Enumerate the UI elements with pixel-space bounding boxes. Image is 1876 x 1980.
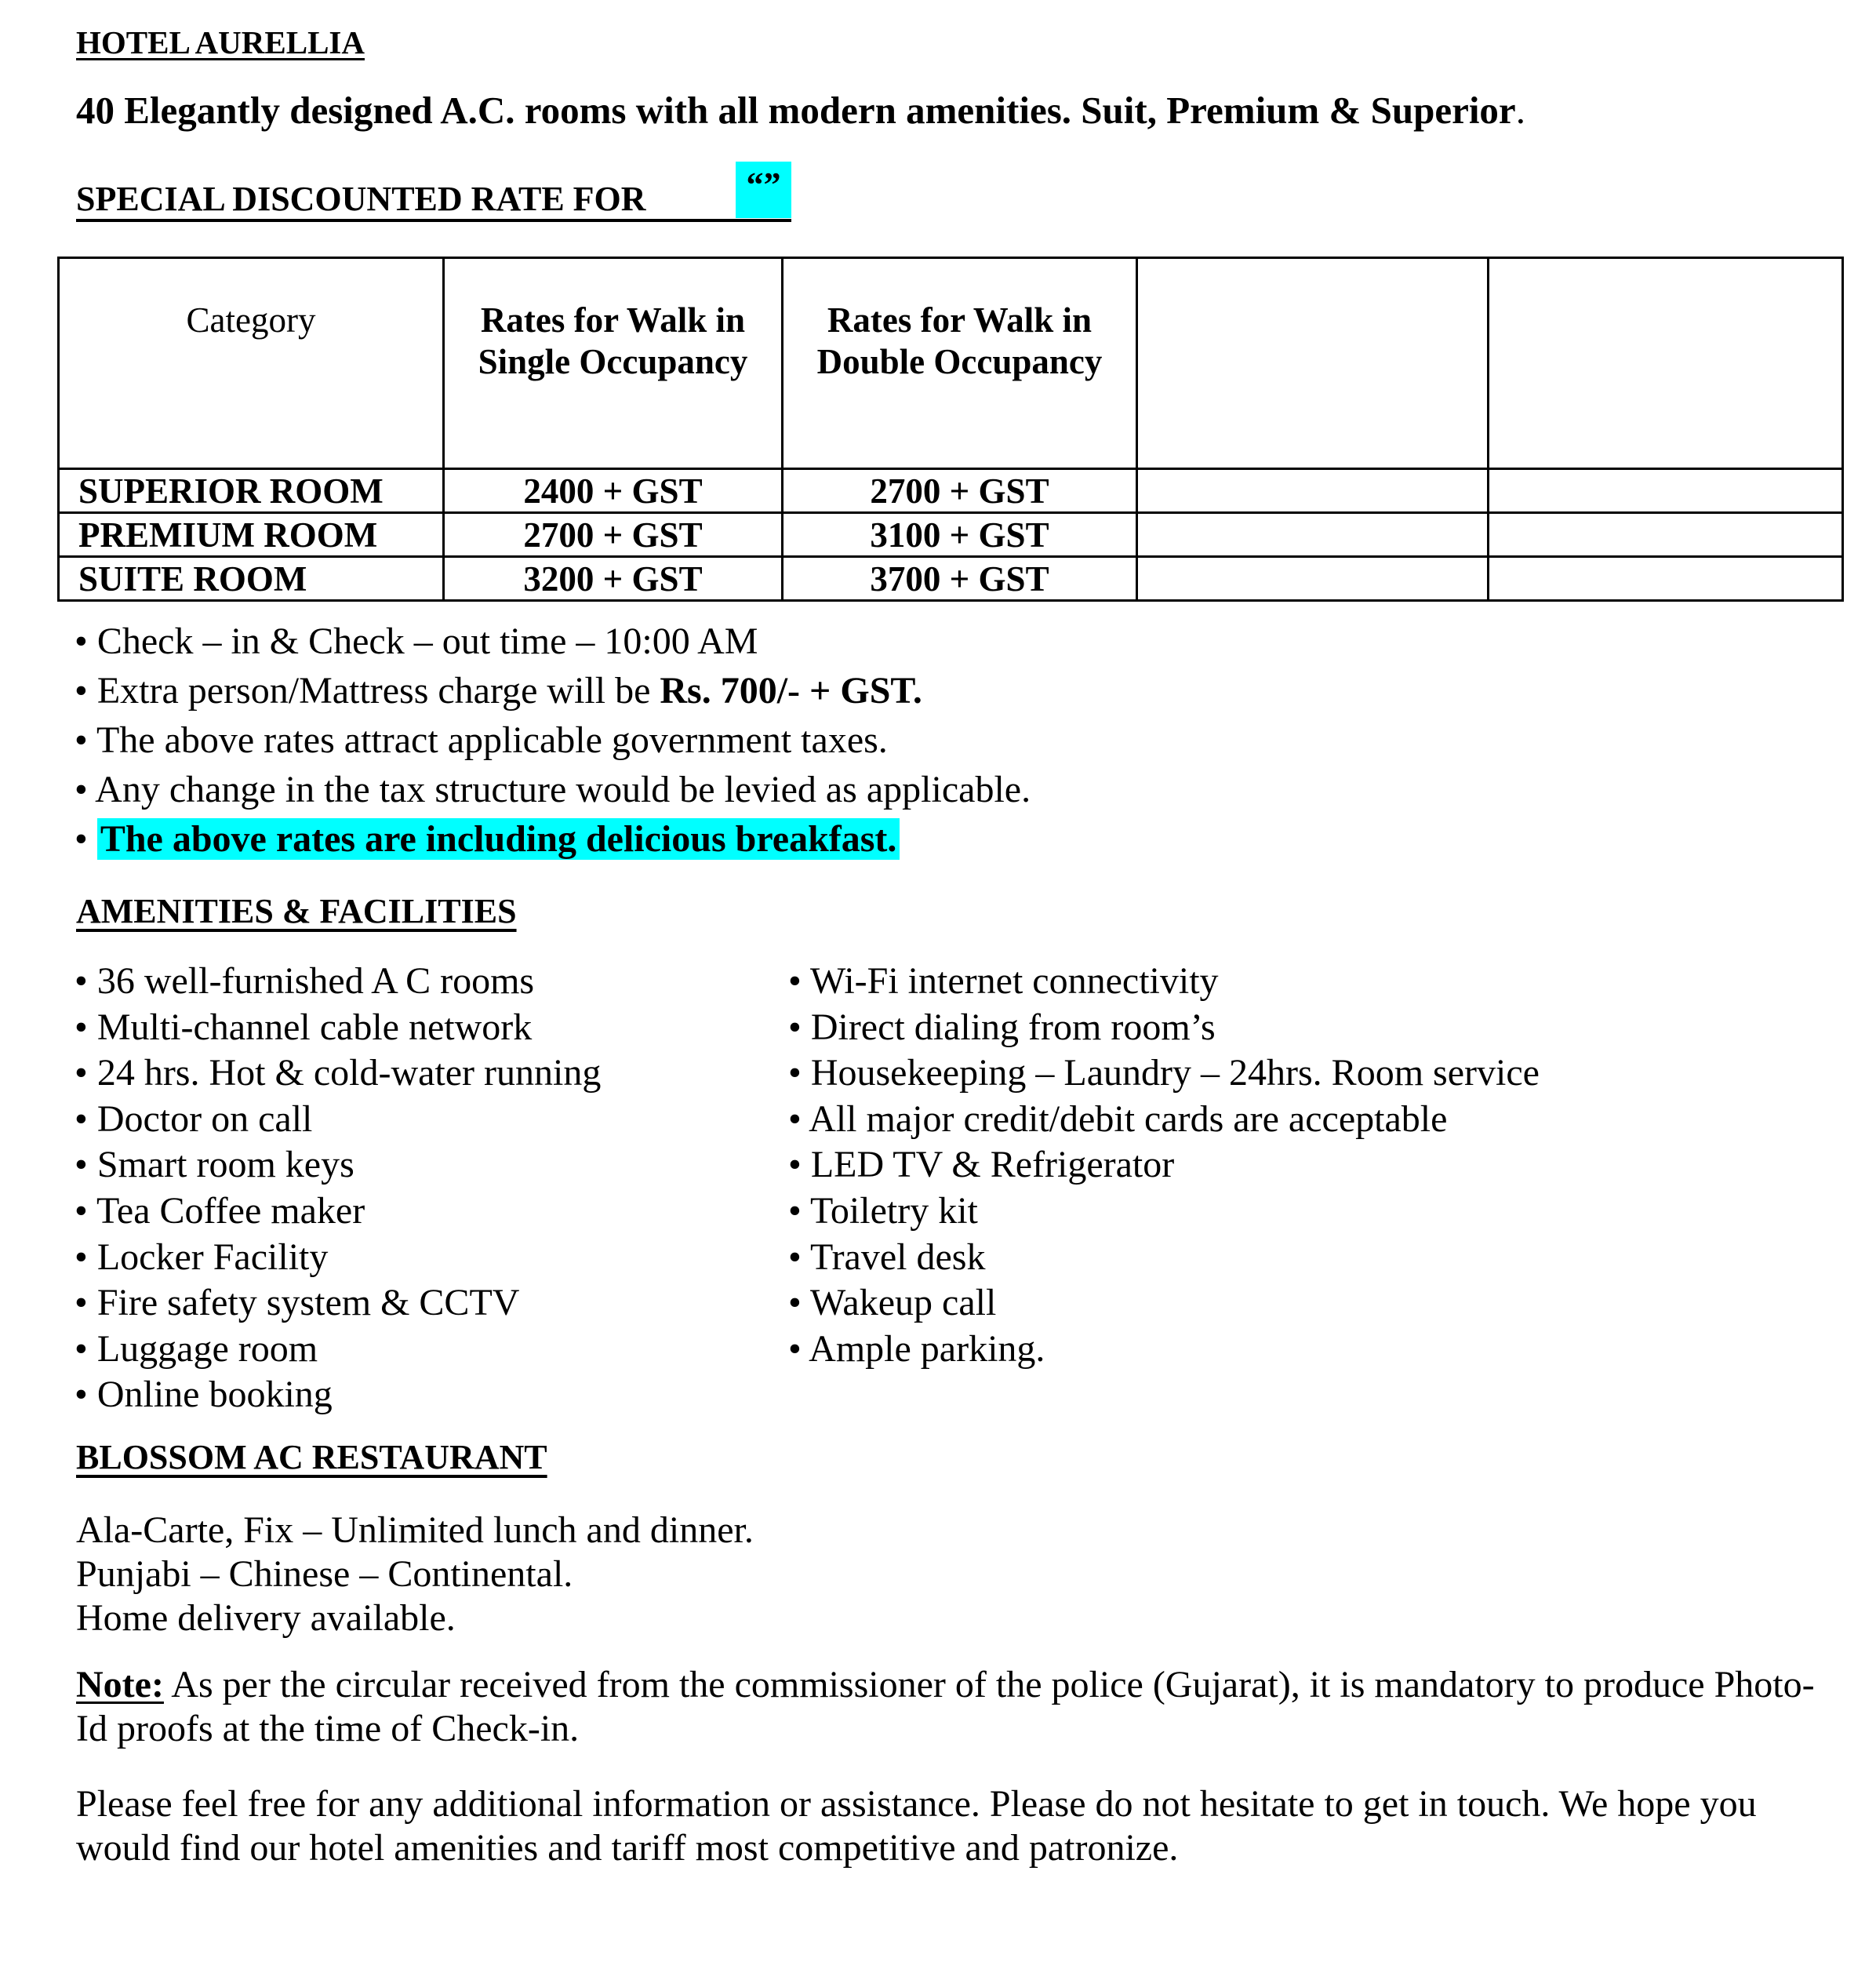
header-double-occupancy: Rates for Walk in Double Occupancy	[816, 300, 1103, 381]
breakfast-highlight: The above rates are including delicious breakfast.	[97, 818, 900, 860]
row-category: SUITE ROOM	[59, 557, 444, 601]
row-category: SUPERIOR ROOM	[59, 469, 444, 513]
row-double-rate: 3700 + GST	[783, 557, 1137, 601]
list-item: • 24 hrs. Hot & cold-water running	[75, 1052, 602, 1094]
list-item: • Luggage room	[75, 1327, 318, 1370]
row-double-rate: 3100 + GST	[783, 513, 1137, 557]
closing-paragraph: Please feel free for any additional information or assistance. Please do not hesitate to get in touch. We hope you would find our hotel amenities and tariff most competitive and patronize.	[76, 1783, 1757, 1869]
list-item: • Doctor on call	[75, 1097, 313, 1140]
intro-text	[76, 88, 1525, 133]
list-item: • Ample parking.	[788, 1327, 1045, 1370]
list-item: • Smart room keys	[75, 1144, 354, 1186]
list-item: • The above rates attract applicable government taxes.	[75, 719, 888, 761]
list-item: • Toiletry kit	[788, 1189, 978, 1232]
restaurant-details	[76, 1509, 754, 1640]
amenities-right-list	[788, 959, 1540, 1372]
header-single-cell	[444, 258, 783, 469]
list-item: • Extra person/Mattress charge will be Rs. 700/- + GST.	[75, 670, 922, 712]
row-empty-cell	[1137, 469, 1489, 513]
table-row	[59, 513, 1843, 557]
restaurant-heading: BLOSSOM AC RESTAURANT	[76, 1438, 547, 1476]
hotel-name-heading: HOTEL AURELLIA	[76, 24, 365, 60]
intro-main: 40 Elegantly designed A.C. rooms with all modern amenities. Suit, Premium & Superior	[76, 89, 1516, 132]
row-category: PREMIUM ROOM	[59, 513, 444, 557]
restaurant-line: Ala-Carte, Fix – Unlimited lunch and dinner.	[76, 1509, 754, 1551]
restaurant-line: Punjabi – Chinese – Continental.	[76, 1553, 573, 1595]
row-empty-cell	[1489, 469, 1843, 513]
header-empty-cell-4	[1137, 258, 1489, 469]
header-double-cell	[783, 258, 1137, 469]
header-category: Category	[186, 300, 316, 340]
header-single-occupancy: Rates for Walk in Single Occupancy	[478, 300, 748, 381]
list-item: • Locker Facility	[75, 1236, 329, 1278]
table-row	[59, 557, 1843, 601]
list-item: • LED TV & Refrigerator	[788, 1144, 1175, 1186]
list-item: • Direct dialing from room’s	[788, 1006, 1216, 1048]
row-empty-cell	[1489, 557, 1843, 601]
amenities-heading: AMENITIES & FACILITIES	[76, 892, 517, 930]
row-single-rate: 2700 + GST	[444, 513, 783, 557]
list-item: • Any change in the tax structure would be levied as applicable.	[75, 769, 1031, 810]
list-item: • All major credit/debit cards are acceptable	[788, 1097, 1448, 1140]
list-item: • Wakeup call	[788, 1282, 997, 1324]
row-single-rate: 2400 + GST	[444, 469, 783, 513]
row-empty-cell	[1137, 513, 1489, 557]
header-category-cell	[59, 258, 444, 469]
intro-end: .	[1515, 89, 1525, 132]
list-item: • The above rates are including delicious breakfast.	[75, 814, 1031, 864]
note-text: As per the circular received from the commissioner of the police (Gujarat), it is mandatory to produce Photo-Id proofs at the time of Check-in.	[76, 1664, 1815, 1749]
list-item: • Travel desk	[788, 1236, 986, 1278]
terms-list	[75, 617, 1031, 864]
note-label: Note:	[76, 1664, 164, 1705]
row-single-rate: 3200 + GST	[444, 557, 783, 601]
list-item: • Tea Coffee maker	[75, 1189, 365, 1232]
note-paragraph	[76, 1663, 1833, 1751]
row-empty-cell	[1489, 513, 1843, 557]
list-item: • Online booking	[75, 1374, 333, 1416]
row-empty-cell	[1137, 557, 1489, 601]
special-rate-quote-highlight: “”	[736, 162, 791, 218]
extra-person-amount: Rs. 700/- + GST.	[660, 670, 922, 712]
restaurant-line: Home delivery available.	[76, 1597, 456, 1639]
header-empty-cell-5	[1489, 258, 1843, 469]
list-item: • 36 well-furnished A C rooms	[75, 960, 535, 1002]
rates-table-header-row	[59, 258, 1843, 469]
special-rate-heading: SPECIAL DISCOUNTED RATE FOR	[76, 180, 646, 218]
table-row	[59, 469, 1843, 513]
list-item: • Wi-Fi internet connectivity	[788, 960, 1219, 1002]
list-item: • Fire safety system & CCTV	[75, 1282, 520, 1324]
amenities-left-list	[75, 959, 601, 1418]
list-item: • Multi-channel cable network	[75, 1006, 533, 1048]
list-item: • Check – in & Check – out time – 10:00 AM	[75, 621, 758, 662]
row-double-rate: 2700 + GST	[783, 469, 1137, 513]
list-item: • Housekeeping – Laundry – 24hrs. Room service	[788, 1052, 1540, 1094]
special-rate-underline	[76, 219, 791, 222]
rates-table	[57, 257, 1844, 602]
